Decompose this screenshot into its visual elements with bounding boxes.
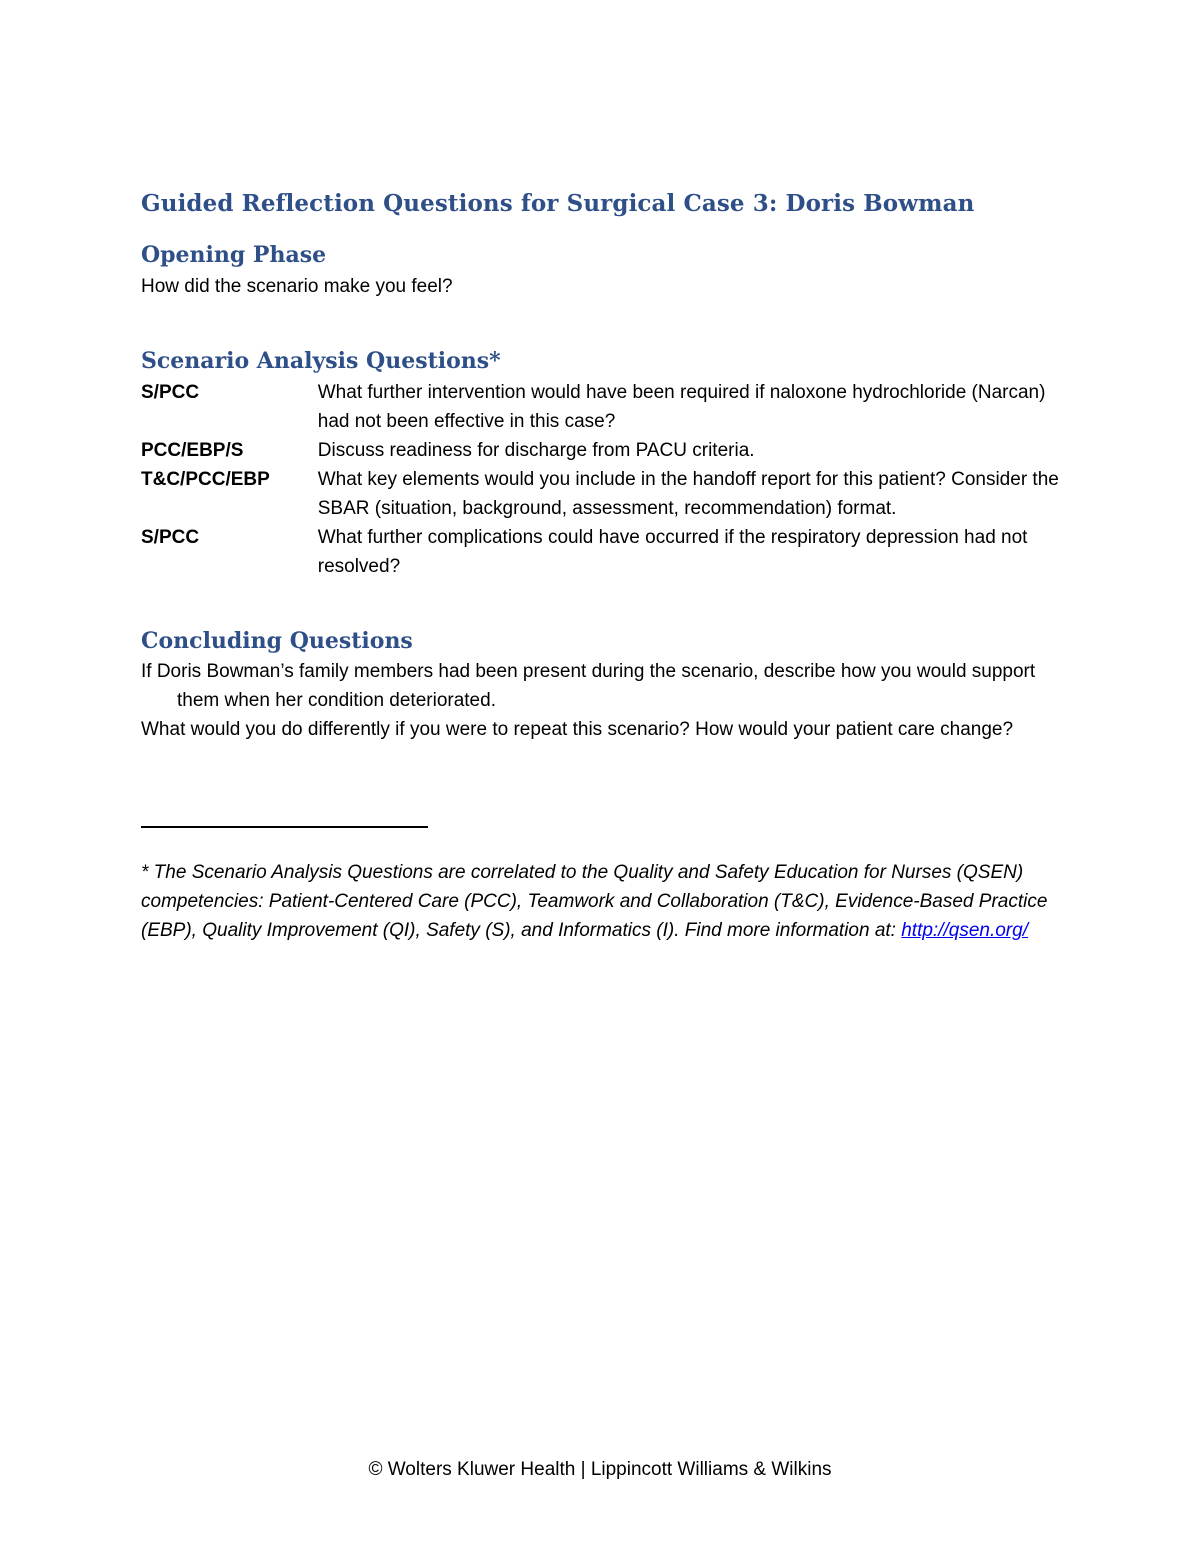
opening-phase-heading: Opening Phase: [141, 242, 327, 268]
analysis-question: What further complications could have occurred if the respiratory depression had not resolved?: [317, 527, 1028, 577]
concluding-question: What would you do differently if you were to repeat this scenario? How would your patient care change?: [141, 719, 1014, 740]
table-row: [141, 378, 1071, 436]
table-row: [141, 465, 1071, 523]
opening-question: How did the scenario make you feel?: [141, 276, 453, 297]
footnote-divider: [141, 826, 428, 828]
qsen-link[interactable]: http://qsen.org/: [901, 920, 1028, 941]
copyright-footer: © Wolters Kluwer Health | Lippincott Williams & Wilkins: [368, 1459, 832, 1480]
analysis-question: What key elements would you include in the handoff report for this patient? Consider the SBAR (situation, background, assessment, recommendation) format.: [317, 469, 1059, 519]
scenario-analysis-heading: Scenario Analysis Questions*: [141, 348, 501, 374]
table-row: [141, 523, 1071, 581]
competency-code: PCC/EBP/S: [141, 440, 244, 461]
table-row: [141, 436, 1071, 465]
competency-code: S/PCC: [141, 527, 200, 548]
footnote-text: * The Scenario Analysis Questions are correlated to the Quality and Safety Education for Nurses (QSEN) competencies: Patient-Centered Care (PCC), Teamwork and Collaboration (T&C), Evidence-Based Practice (EBP), Quality Improvement (QI), Safety (S), and Informatics (I). Find more information at:: [141, 862, 1048, 941]
concluding-question: If Doris Bowman’s family members had been present during the scenario, describe how you would support them when her condition deteriorated.: [141, 661, 1036, 711]
concluding-questions-list: [141, 657, 1076, 744]
document-title: Guided Reflection Questions for Surgical Case 3: Doris Bowman: [141, 190, 975, 217]
analysis-question: What further intervention would have been required if naloxone hydrochloride (Narcan) had not been effective in this case?: [317, 382, 1046, 432]
scenario-analysis-table: [141, 378, 1071, 581]
footnote: [141, 858, 1066, 945]
analysis-question: Discuss readiness for discharge from PACU criteria.: [317, 440, 755, 461]
competency-code: T&C/PCC/EBP: [141, 469, 270, 490]
competency-code: S/PCC: [141, 382, 200, 403]
concluding-questions-heading: Concluding Questions: [141, 628, 413, 654]
